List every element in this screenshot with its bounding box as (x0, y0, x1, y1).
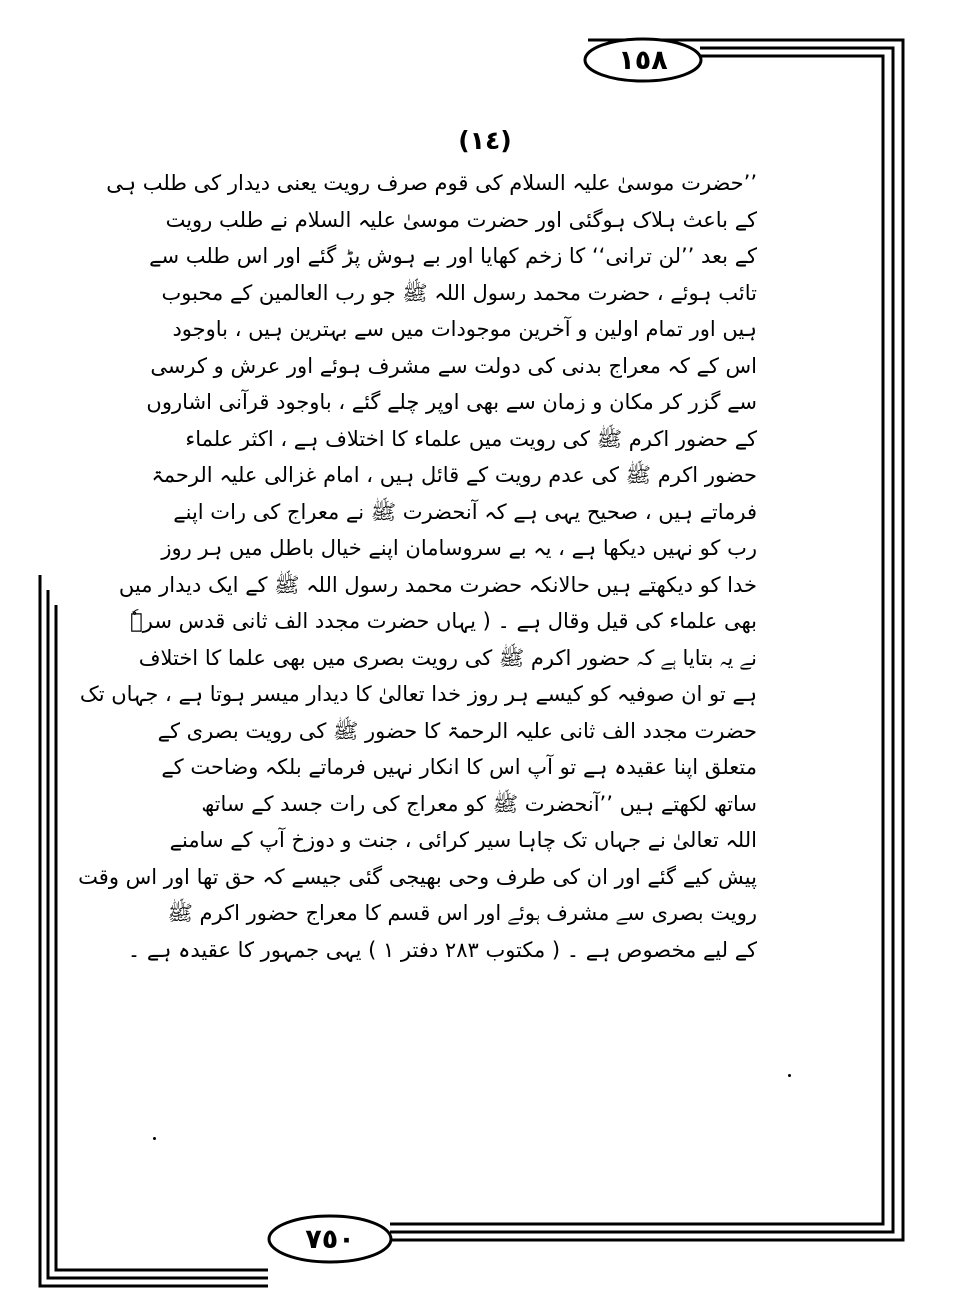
text-line: کے حضور اکرم ﷺ کی رویت میں علماء کا اختلاف ہے ، اکثر علماء (185, 426, 757, 451)
scan-speck (788, 1074, 791, 1077)
text-line: ’’حضرت موسیٰ علیہ السلام کی قوم صرف رویت یعنی دیدار کی طلب ہی (106, 171, 757, 195)
text-line: متعلق اپنا عقیدہ ہے تو آپ اس کا انکار نہیں فرماتے بلکہ وضاحت کے (161, 755, 757, 779)
text-line: خدا کو دیکھتے ہیں حالانکہ حضرت محمد رسول اللہ ﷺ کے ایک دیدار میں (118, 572, 757, 597)
bottom-page-number: ٧٥٠ (305, 1223, 355, 1255)
text-line: بھی علماء کی قیل وقال ہے ۔ ( یہاں حضرت مجدد الف ثانی قدس سرہٗ (130, 609, 757, 633)
text-line: سے گزر کر مکان و زمان سے بھی اوپر چلے گئے ، باوجود قرآنی اشاروں (146, 390, 757, 414)
text-line: کے باعث ہلاک ہوگئی اور حضرت موسیٰ علیہ السلام نے طلب رویت (165, 207, 757, 232)
text-line: ہے تو ان صوفیہ کو کیسے ہر روز خدا تعالیٰ کا دیدار میسر ہوتا ہے ، جہاں تک (79, 682, 757, 706)
top-page-number: ١٥٨ (618, 44, 668, 76)
text-line: ساتھ لکھتے ہیں ’’آنحضرت ﷺ کو معراج کی رات جسد کے ساتھ (201, 791, 757, 816)
text-line: اس کے کہ معراج بدنی کی دولت سے مشرف ہوئے اور عرش و کرسی (150, 353, 757, 378)
body-text (78, 165, 757, 968)
text-line: ہیں اور تمام اولین و آخرین موجودات میں سے بہترین ہیں ، باوجود (172, 317, 757, 341)
scan-speck (153, 1137, 156, 1140)
text-line: نے یہ بتایا ہے کہ حضور اکرم ﷺ کی رویت بصری میں بھی علما کا اختلاف (138, 645, 757, 670)
text-line: حضور اکرم ﷺ کی عدم رویت کے قائل ہیں ، امام غزالی علیہ الرحمۃ (151, 463, 757, 487)
text-line: رویت بصری سے مشرف ہوئے اور اس قسم کا معراج حضور اکرم ﷺ (167, 901, 757, 925)
text-line: رب کو نہیں دیکھا ہے ، یہ بے سروسامان اپنے خیال باطل میں ہر روز (161, 536, 757, 560)
section-number: (١٤) (458, 125, 512, 155)
text-line: پیش کیے گئے اور ان کی طرف وحی بھیجی گئی جیسے کہ حق تھا اور اس وقت (78, 864, 757, 889)
text-line: حضرت مجدد الف ثانی علیہ الرحمۃ کا حضور ﷺ کی رویت بصری کے (157, 718, 757, 743)
text-line: فرماتے ہیں ، صحیح یہی ہے کہ آنحضرت ﷺ نے معراج کی رات اپنے (173, 499, 757, 524)
text-line: تائب ہوئے ، حضرت محمد رسول اللہ ﷺ جو رب العالمین کے محبوب (161, 280, 757, 305)
text-line: کے لیے مخصوص ہے ۔ ( مکتوب ۲۸۳ دفتر ۱ ) یہی جمہور کا عقیدہ ہے ۔ (127, 937, 757, 962)
text-line: اللہ تعالیٰ نے جہاں تک چاہا سیر کرائی ، جنت و دوزخ آپ کے سامنے (169, 828, 757, 852)
text-line: کے بعد ’’لن ترانی‘‘ کا زخم کھایا اور بے ہوش پڑ گئے اور اس طلب سے (149, 244, 757, 268)
